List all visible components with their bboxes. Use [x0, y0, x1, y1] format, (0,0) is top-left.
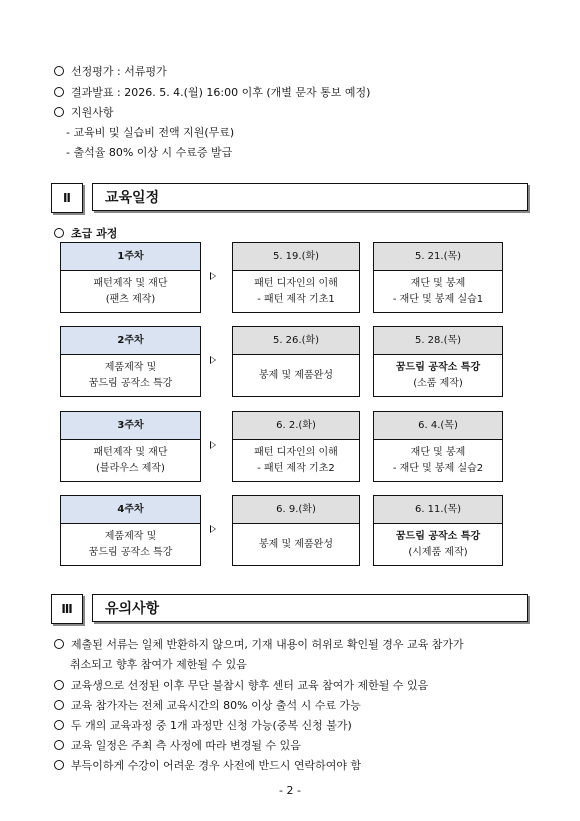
- section-3-number: Ⅲ: [51, 594, 83, 624]
- bullet-circle-icon: [54, 760, 64, 770]
- arrow-right-icon: [210, 356, 216, 364]
- section-3-title: 유의사항: [92, 594, 528, 622]
- week-4-session-1: 6. 9.(화) 봉제 및 제품완성: [232, 495, 360, 566]
- note-item: 두 개의 교육과정 중 1개 과정만 신청 가능(중복 신청 불가): [54, 717, 352, 733]
- result-item: 결과발표 : 2026. 5. 4.(월) 16:00 이후 (개별 문자 통보 예정): [54, 84, 370, 100]
- week-2-session-1: 5. 26.(화) 봉제 및 제품완성: [232, 326, 360, 397]
- week-label: 3주차: [61, 412, 200, 440]
- week-2-session-2: 5. 28.(목) 꿈드림 공작소 특강 (소품 제작): [373, 326, 503, 397]
- note-item: 부득이하게 수강이 어려운 경우 사전에 반드시 연락하여야 함: [54, 757, 361, 773]
- note-item: 교육 참가자는 전체 교육시간의 80% 이상 출석 시 수료 가능: [54, 697, 361, 713]
- arrow-right-icon: [210, 441, 216, 449]
- bullet-circle-icon: [54, 87, 64, 97]
- bullet-circle-icon: [54, 740, 64, 750]
- note-item: 교육생으로 선정된 이후 무단 불참시 향후 센터 교육 참여가 제한될 수 있음: [54, 677, 428, 693]
- page-number: - 2 -: [279, 784, 301, 797]
- section-2-number: Ⅱ: [51, 183, 83, 213]
- week-4-box: 4주차 제품제작 및 꿈드림 공작소 특강: [60, 495, 201, 566]
- course-label: 초급 과정: [54, 225, 117, 241]
- week-3-box: 3주차 패턴제작 및 재단 (블라우스 제작): [60, 411, 201, 482]
- support-item: 지원사항: [54, 104, 114, 120]
- week-1-box: 1주차 패턴제작 및 재단 (팬츠 제작): [60, 242, 201, 313]
- week-1-session-1: 5. 19.(화) 패턴 디자인의 이해 - 패턴 제작 기초1: [232, 242, 360, 313]
- arrow-right-icon: [210, 272, 216, 280]
- bullet-circle-icon: [54, 680, 64, 690]
- eval-item: 선정평가 : 서류평가: [54, 63, 167, 79]
- bullet-circle-icon: [54, 228, 64, 238]
- section-2-title: 교육일정: [92, 183, 528, 211]
- week-label: 1주차: [61, 243, 200, 271]
- support-sub-1: - 교육비 및 실습비 전액 지원(무료): [66, 126, 235, 139]
- week-3-session-1: 6. 2.(화) 패턴 디자인의 이해 - 패턴 제작 기초2: [232, 411, 360, 482]
- note-item: 제출된 서류는 일체 반환하지 않으며, 기재 내용이 허위로 확인될 경우 교육 참가가: [54, 636, 464, 652]
- support-sub-2: - 출석율 80% 이상 시 수료증 발급: [66, 146, 233, 159]
- bullet-circle-icon: [54, 107, 64, 117]
- week-2-box: 2주차 제품제작 및 꿈드림 공작소 특강: [60, 326, 201, 397]
- week-1-session-2: 5. 21.(목) 재단 및 봉제 - 재단 및 봉제 실습1: [373, 242, 503, 313]
- note-item: 교육 일정은 주최 측 사정에 따라 변경될 수 있음: [54, 737, 301, 753]
- week-3-session-2: 6. 4.(목) 재단 및 봉제 - 재단 및 봉제 실습2: [373, 411, 503, 482]
- bullet-circle-icon: [54, 66, 64, 76]
- bullet-circle-icon: [54, 720, 64, 730]
- week-4-session-2: 6. 11.(목) 꿈드림 공작소 특강 (시제품 제작): [373, 495, 503, 566]
- arrow-right-icon: [210, 525, 216, 533]
- week-label: 4주차: [61, 496, 200, 524]
- bullet-circle-icon: [54, 639, 64, 649]
- note-item-continued: 취소되고 향후 참여가 제한될 수 있음: [70, 658, 247, 671]
- week-label: 2주차: [61, 327, 200, 355]
- bullet-circle-icon: [54, 700, 64, 710]
